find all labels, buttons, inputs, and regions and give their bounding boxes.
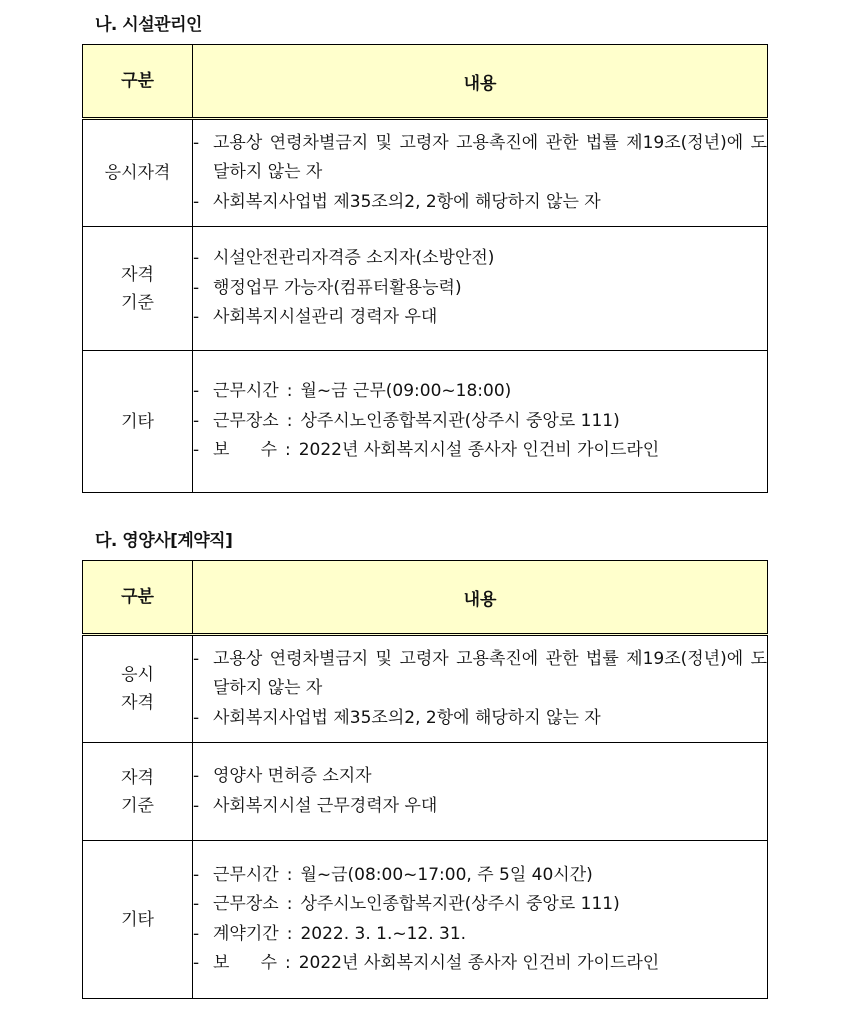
row-content [193,227,768,351]
header-category: 구분 [83,45,193,119]
table-row-eligibility [83,635,768,743]
list-item: - 계약기간 : 2022. 3. 1.~12. 31. [193,920,767,950]
row-content [193,841,768,999]
row-label: 기타 [83,841,193,999]
header-content: 내용 [193,561,768,635]
header-content: 내용 [193,45,768,119]
list-item: - 근무시간 : 월~금(08:00~17:00, 주 5일 40시간) [193,861,767,891]
row-content [193,743,768,841]
table-row-etc [83,841,768,999]
list-item: - 사회복지시설관리 경력자 우대 [193,303,767,333]
list-item: - 사회복지사업법 제35조의2, 2항에 해당하지 않는 자 [193,188,767,218]
row-content [193,351,768,493]
row-label: 자격 기준 [83,227,193,351]
list-item: - 근무장소 : 상주시노인종합복지관(상주시 중앙로 111) [193,890,767,920]
list-item: - 영양사 면허증 소지자 [193,762,767,792]
table-row-qualification [83,743,768,841]
facility-manager-table [82,44,768,493]
list-item: - 보 수 : 2022년 사회복지시설 종사자 인건비 가이드라인 [193,949,767,979]
section-title-facility-manager: 나. 시설관리인 [95,15,202,35]
table-row-etc [83,351,768,493]
table-row-qualification [83,227,768,351]
list-item: - 고용상 연령차별금지 및 고령자 고용촉진에 관한 법률 제19조(정년)에 도달하지 않는 자 [193,645,767,704]
row-content [193,635,768,743]
list-item: - 고용상 연령차별금지 및 고령자 고용촉진에 관한 법률 제19조(정년)에 도달하지 않는 자 [193,129,767,188]
list-item: - 사회복지사업법 제35조의2, 2항에 해당하지 않는 자 [193,704,767,734]
nutritionist-table [82,560,768,999]
list-item: - 근무장소 : 상주시노인종합복지관(상주시 중앙로 111) [193,407,767,437]
table-header-row [83,45,768,119]
row-label: 자격 기준 [83,743,193,841]
list-item: - 사회복지시설 근무경력자 우대 [193,792,767,822]
list-item: - 시설안전관리자격증 소지자(소방안전) [193,244,767,274]
list-item: - 보 수 : 2022년 사회복지시설 종사자 인건비 가이드라인 [193,436,767,466]
list-item: - 근무시간 : 월~금 근무(09:00~18:00) [193,377,767,407]
row-label: 응시자격 [83,119,193,227]
table-row-eligibility [83,119,768,227]
table-header-row [83,561,768,635]
row-content [193,119,768,227]
section-title-nutritionist: 다. 영양사[계약직] [95,531,233,551]
row-label: 응시 자격 [83,635,193,743]
row-label: 기타 [83,351,193,493]
list-item: - 행정업무 가능자(컴퓨터활용능력) [193,274,767,304]
header-category: 구분 [83,561,193,635]
